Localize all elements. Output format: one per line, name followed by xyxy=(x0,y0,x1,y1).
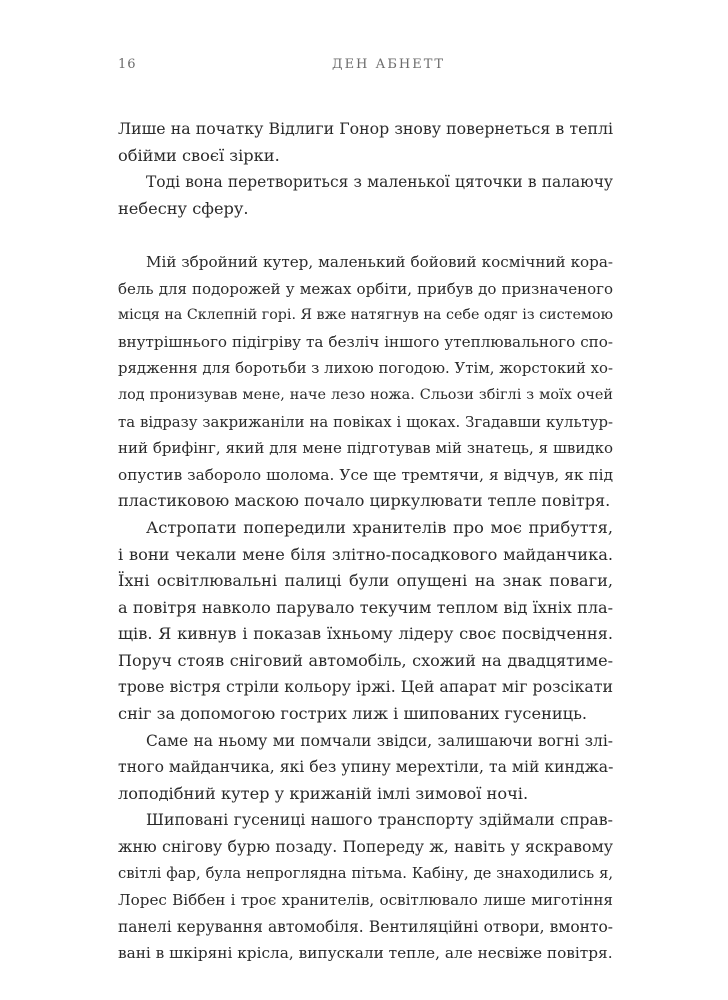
text-line: небесну сферу. xyxy=(118,198,249,218)
text-line: Лише на початку Відлиги Гонор знову повернеться в теплі xyxy=(118,119,613,138)
text-line: внутрішнього підігріву та безліч іншого утеплювального спо- xyxy=(118,332,613,351)
paragraph xyxy=(118,169,613,222)
text-line: Їхні освітлювальні палиці були опущені на знак поваги, xyxy=(118,571,613,591)
paragraph xyxy=(118,515,613,728)
text-line: Поруч стояв сніговий автомобіль, схожий на двадцятиме- xyxy=(118,650,613,670)
text-line: та відразу закрижаніли на повіках і щоках. Згадавши культур- xyxy=(118,412,613,431)
page-number: 16 xyxy=(118,57,137,72)
text-line: тного майданчика, які без упину мерехтіли, та мій кинджа- xyxy=(118,758,614,777)
text-line: а повітря навколо парувало текучим теплом від їхніх пла- xyxy=(118,597,613,617)
text-line: Шиповані гусениці нашого транспорту здіймали справ- xyxy=(146,810,613,830)
paragraph xyxy=(118,807,613,967)
text-line: Тоді вона перетвориться з маленької цяточки в палаючу xyxy=(146,173,613,192)
text-line: пластиковою маскою почало циркулювати тепле повітря. xyxy=(118,491,611,511)
text-line: і вони чекали мене біля злітно-посадкового майданчика. xyxy=(118,544,613,564)
text-line: лод пронизував мене, наче лезо ножа. Сльози збіглі з моїх очей xyxy=(118,386,613,403)
running-head xyxy=(0,57,728,77)
text-line: лоподібний кутер у крижаній імлі зимової ночі. xyxy=(118,783,529,803)
text-line: місця на Склепній горі. Я вже натягнув на себе одяг із системою xyxy=(118,307,613,324)
text-line: бель для подорожей у межах орбіти, прибув до призначеного xyxy=(118,279,613,298)
text-line: обійми своєї зірки. xyxy=(118,145,280,165)
text-line: сніг за допомогою гострих лиж і шипованих гусениць. xyxy=(118,704,588,724)
text-line: Астропати попередили хранителів про моє прибуття, xyxy=(146,517,613,537)
paragraph xyxy=(118,728,613,808)
text-line: панелі керування автомобіля. Вентиляційні отвори, вмонто- xyxy=(118,917,613,936)
text-line: рядження для боротьби з лихою погодою. Утім, жорстокий хо- xyxy=(118,359,613,378)
book-text xyxy=(118,116,613,967)
text-line: вані в шкіряні крісла, випускали тепле, але несвіже повітря. xyxy=(118,944,613,963)
section-break xyxy=(118,222,613,249)
text-line: щів. Я кивнув і показав їхньому лідеру своє посвідчення. xyxy=(118,624,613,644)
text-line: опустив забороло шолома. Усе ще тремтячи, я відчув, як під xyxy=(118,465,613,484)
paragraph xyxy=(118,249,613,515)
text-line: Мій збройний кутер, маленький бойовий космічний кора- xyxy=(146,252,613,271)
text-line: жню снігову бурю позаду. Попереду ж, навіть у яскравому xyxy=(118,837,613,857)
text-line: ний брифінг, який для мене підготував мій знатець, я швидко xyxy=(118,439,613,458)
paragraph xyxy=(118,116,613,169)
text-line: Саме на ньому ми помчали звідси, залишаючи вогні злі- xyxy=(146,731,613,750)
text-line: трове вістря стріли кольору іржі. Цей апарат міг розсікати xyxy=(118,677,613,697)
text-line: світлі фар, була непроглядна пітьма. Кабіну, де знаходились я, xyxy=(118,864,613,882)
text-line: Лорес Віббен і троє хранителів, освітлювало лише миготіння xyxy=(118,891,613,910)
running-head-author: ДЕН АБНЕТТ xyxy=(332,57,446,72)
